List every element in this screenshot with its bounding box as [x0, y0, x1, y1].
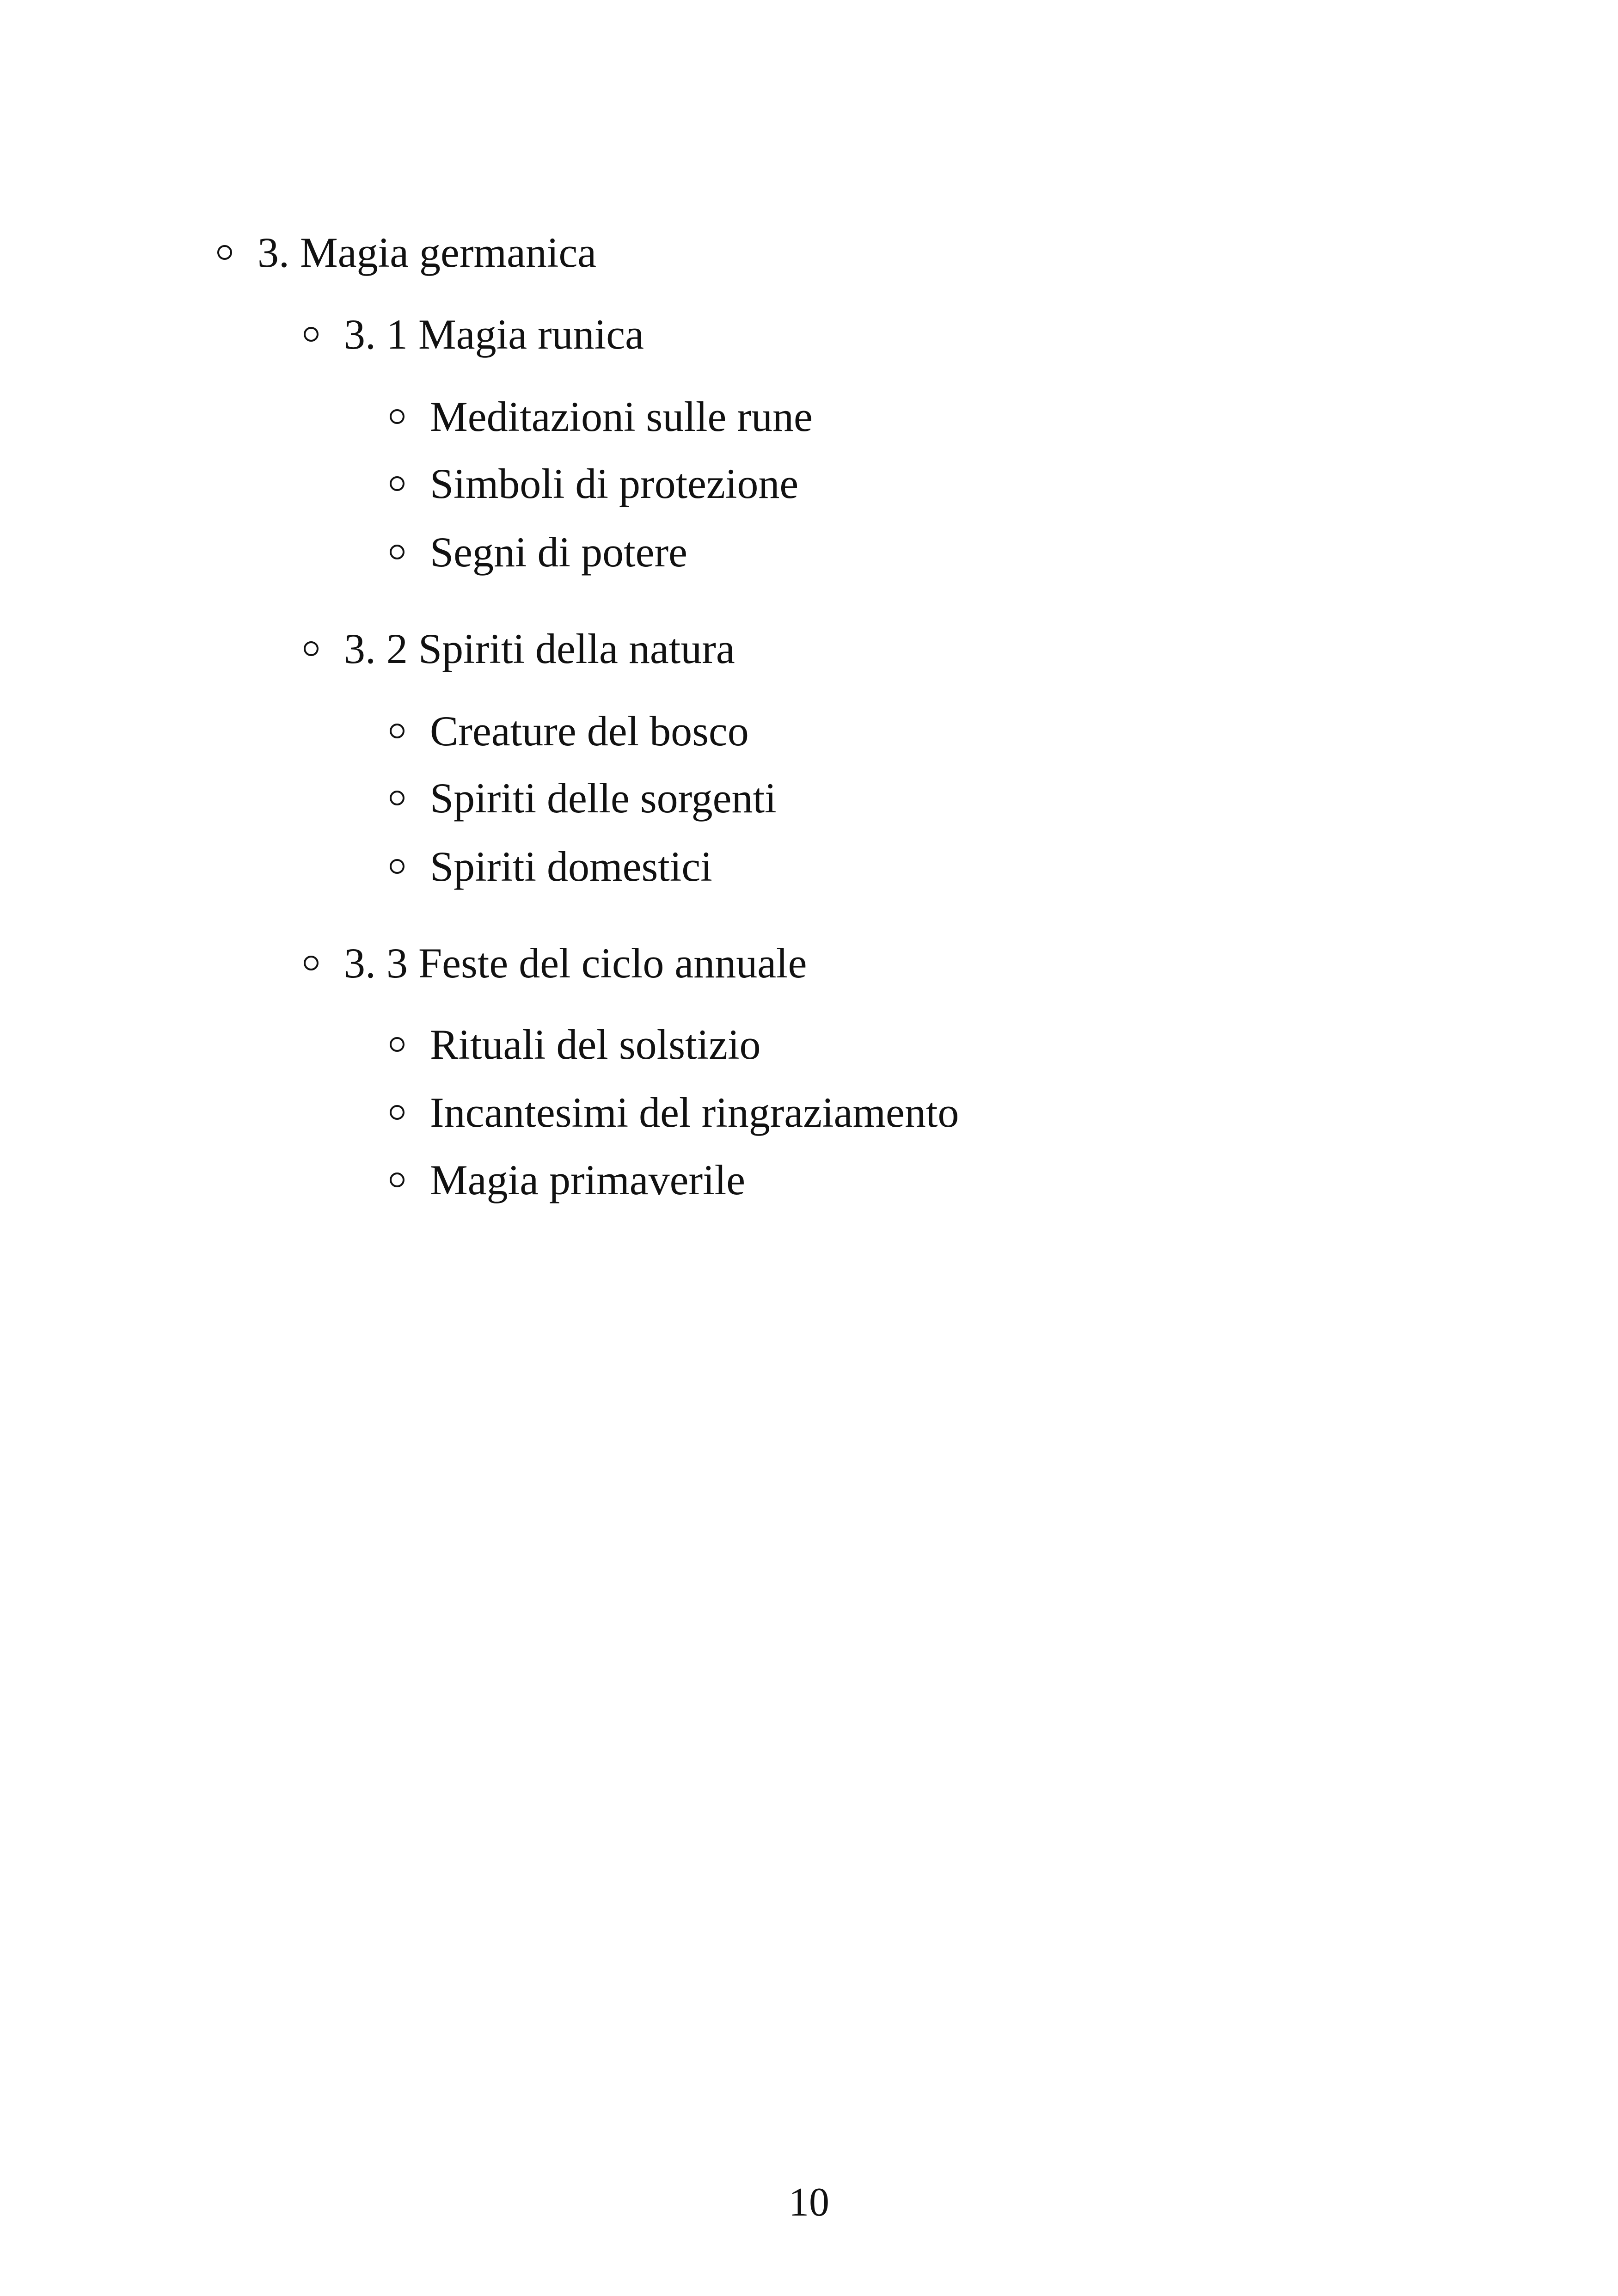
outline-list-item — [390, 395, 813, 438]
outline-subsection-heading — [304, 939, 807, 987]
section-title: 3. Magia germanica — [257, 229, 597, 276]
hollow-circle-bullet-icon — [390, 545, 404, 559]
subsection-title: 3. 3 Feste del ciclo annuale — [344, 939, 807, 987]
outline-list-item — [390, 1156, 746, 1203]
hollow-circle-bullet-icon — [304, 327, 319, 342]
outline-list-item — [390, 528, 687, 576]
outline-list-item — [390, 845, 712, 888]
outline-list-item — [390, 462, 798, 505]
list-item-label: Segni di potere — [430, 528, 687, 576]
outline-list-item — [390, 774, 777, 822]
list-item-label: Magia primaverile — [430, 1156, 746, 1203]
hollow-circle-bullet-icon — [390, 1037, 404, 1052]
hollow-circle-bullet-icon — [390, 859, 404, 874]
subsection-title: 3. 2 Spiriti della natura — [344, 625, 735, 672]
hollow-circle-bullet-icon — [304, 641, 319, 656]
list-item-label: Rituali del solstizio — [430, 1021, 761, 1068]
hollow-circle-bullet-icon — [390, 791, 404, 805]
list-item-label: Meditazioni sulle rune — [430, 393, 813, 440]
hollow-circle-bullet-icon — [390, 1173, 404, 1187]
hollow-circle-bullet-icon — [304, 956, 319, 970]
hollow-circle-bullet-icon — [390, 476, 404, 491]
list-item-label: Spiriti delle sorgenti — [430, 774, 777, 822]
list-item-label: Creature del bosco — [430, 707, 749, 755]
subsection-title: 3. 1 Magia runica — [344, 311, 644, 358]
hollow-circle-bullet-icon — [390, 409, 404, 424]
outline-section-heading — [217, 231, 596, 274]
outline-list-item — [390, 1023, 761, 1066]
outline-list-item — [390, 1091, 959, 1134]
hollow-circle-bullet-icon — [390, 1105, 404, 1120]
outline-list-item — [390, 707, 749, 755]
list-item-label: Spiriti domestici — [430, 843, 712, 890]
page-number: 10 — [789, 2180, 829, 2225]
outline-subsection-heading — [304, 627, 735, 670]
list-item-label: Incantesimi del ringraziamento — [430, 1089, 959, 1136]
hollow-circle-bullet-icon — [390, 724, 404, 738]
list-item-label: Simboli di protezione — [430, 460, 799, 507]
outline-subsection-heading — [304, 313, 644, 356]
hollow-circle-bullet-icon — [217, 245, 232, 260]
